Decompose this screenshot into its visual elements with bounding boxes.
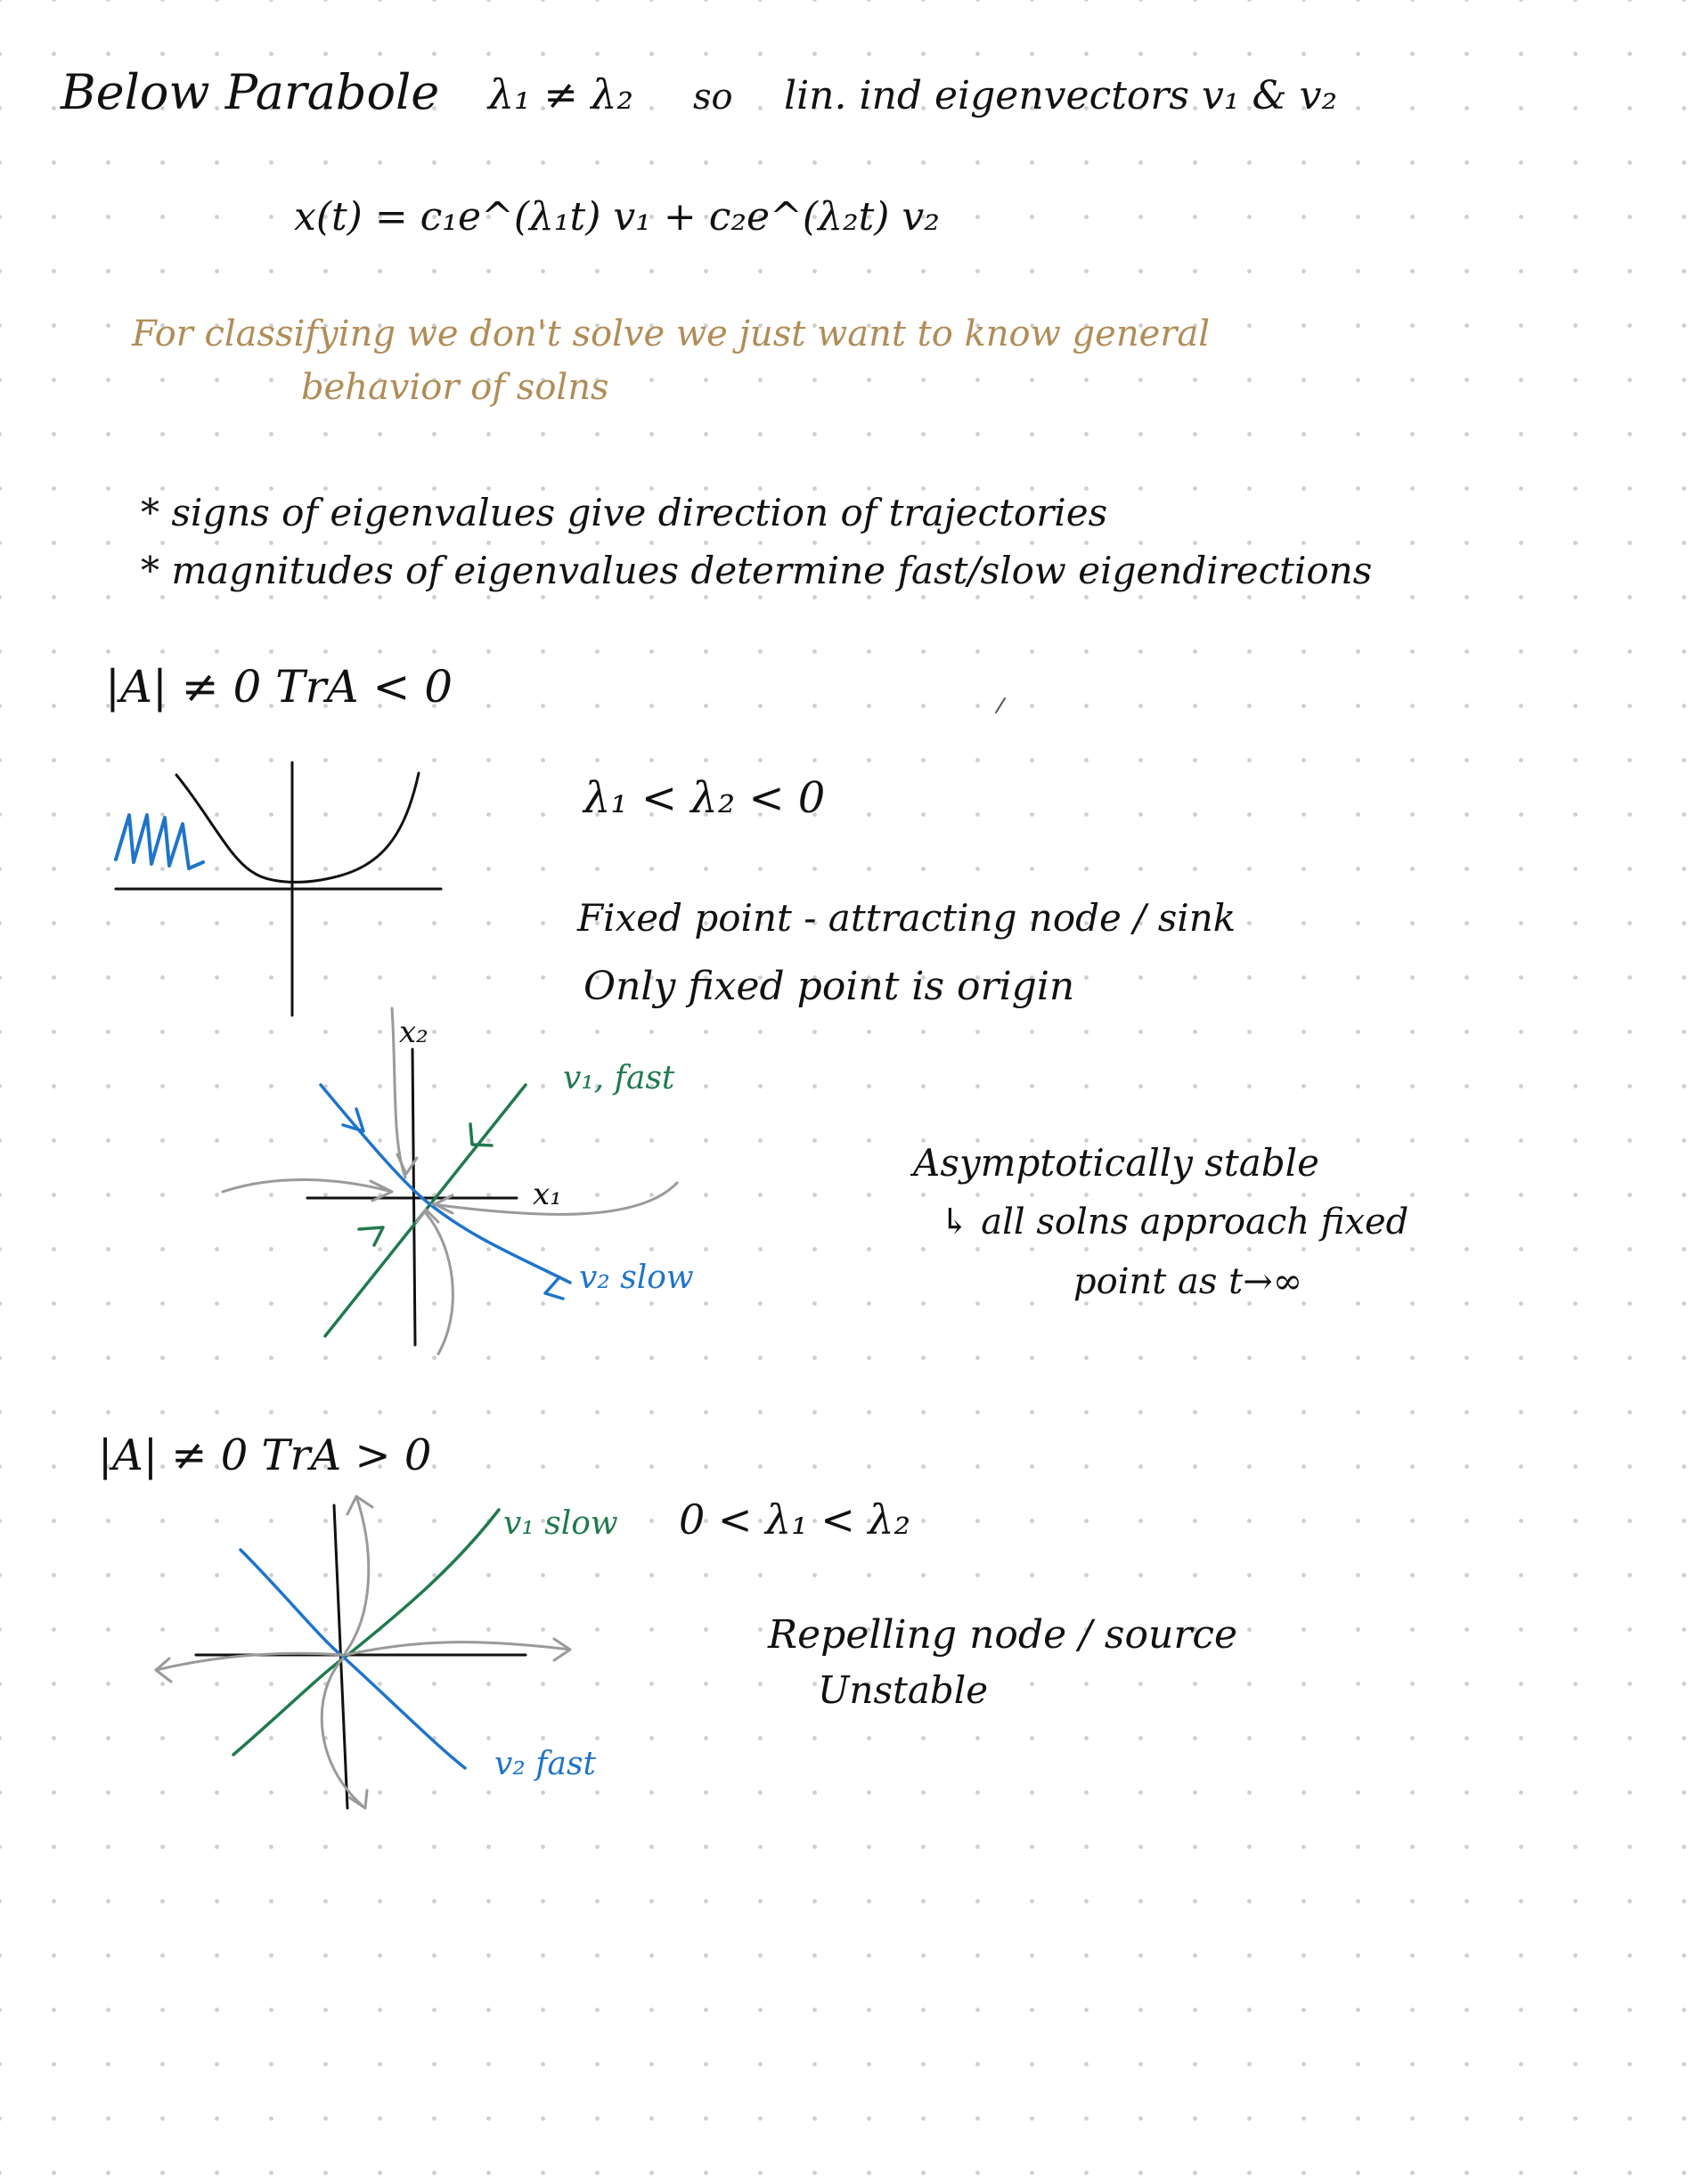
source-phase-portrait: [156, 1496, 618, 1808]
general-solution: x(t) = c₁e^(λ₁t) v₁ + c₂e^(λ₂t) v₂: [294, 194, 940, 240]
header-condition: λ₁ ≠ λ₂: [488, 70, 633, 118]
arrow-icon: [359, 1227, 383, 1245]
case1-condition: |A| ≠ 0 TrA < 0: [105, 661, 453, 713]
v1-fast-label: v₁, fast: [563, 1060, 675, 1096]
arrow-icon: [349, 1790, 367, 1808]
trace-det-parabola-sketch: [116, 762, 441, 1015]
case1-node-type: Fixed point - attracting node / sink: [577, 896, 1236, 940]
x2-axis: [412, 1049, 415, 1345]
case1-origin-note: Only fixed point is origin: [583, 964, 1075, 1009]
v1-slow-label: v₁ slow: [503, 1505, 618, 1542]
note-line-1: For classifying we don't solve we just want to know general: [132, 314, 1211, 354]
header-so: so: [693, 77, 733, 118]
bullet-magnitudes: * magnitudes of eigenvalues determine fast/slow eigendirections: [141, 549, 1373, 592]
note-line-2: behavior of solns: [301, 367, 609, 408]
case2-node-type: Repelling node / source: [768, 1612, 1238, 1658]
x2-axis-label: x₂: [399, 1015, 428, 1050]
case1-stability-note-1: ↳ all solns approach fixed: [940, 1202, 1409, 1243]
case2-stability: Unstable: [818, 1668, 989, 1712]
x1-axis-label: x₁: [533, 1177, 562, 1212]
case1-stability-note-2: point as t→∞: [1073, 1261, 1303, 1302]
case1-eigenvalues: λ₁ < λ₂ < 0: [583, 773, 826, 823]
header-title: Below Parabole: [61, 64, 440, 120]
bullet-signs: * signs of eigenvalues give direction of trajectories: [141, 491, 1108, 534]
arrow-icon: [343, 1109, 363, 1131]
case2-eigenvalues: 0 < λ₁ < λ₂: [679, 1495, 911, 1544]
case2-condition: |A| ≠ 0 TrA > 0: [98, 1430, 432, 1480]
v2-fast-label: v₂ fast: [494, 1746, 596, 1782]
case1-stability: Asymptotically stable: [913, 1141, 1319, 1185]
sink-phase-portrait: [223, 1008, 694, 1354]
header-eigvec-text: lin. ind eigenvectors v₁ & v₂: [784, 73, 1338, 118]
stray-tick-mark: [996, 698, 1005, 713]
arrow-icon: [545, 1277, 563, 1299]
shaded-region-scribble: [116, 815, 203, 868]
v2-slow-label: v₂ slow: [579, 1259, 694, 1296]
